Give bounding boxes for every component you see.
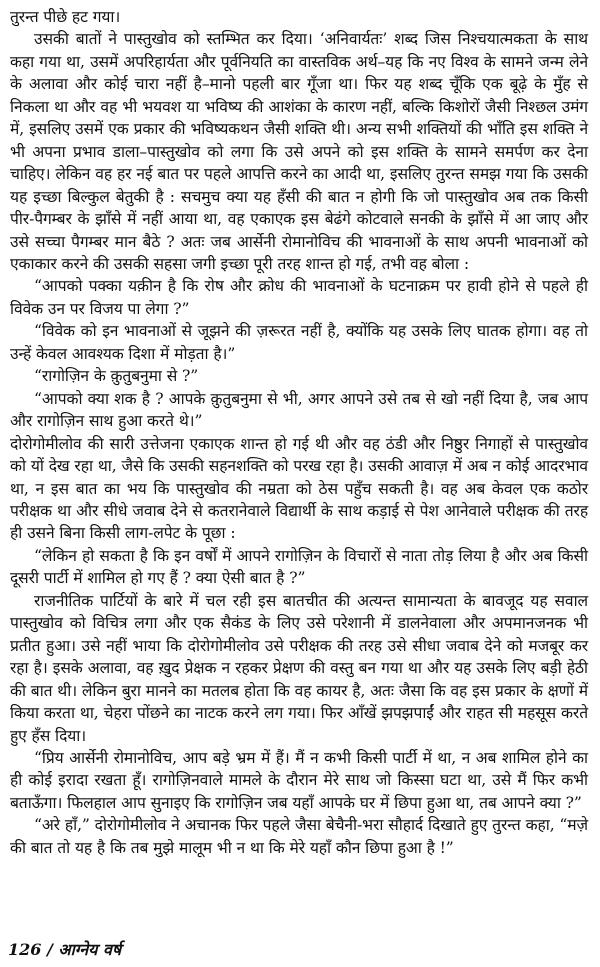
- paragraph: “आपको पक्का यक़ीन है कि रोष और क्रोध की भावनाओं के घटनाक्रम पर हावी होने से पहले ही विवेक उन पर विजय पा लेगा ?”: [10, 277, 588, 318]
- paragraph: उसकी बातों ने पास्तुखोव को स्तम्भित कर दिया। ‘अनिवार्यतः’ शब्द जिस निश्चयात्मकता के साथ कहा गया था, उसमें अपरिहार्यता और पूर्वनियति का वास्तविक अर्थ–यह कि नए विश्व के सामने जन्म लेने के अलावा और कोई चारा नहीं है–मानो पहली बार गूँजा था। फिर यह शब्द चूँकि एक बूढ़े के मुँह से निकला था और वह भी भयवश या भविष्य की आशंका के कारण नहीं, बल्कि किशोरों जैसी निश्छल उमंग में, इसलिए उसमें एक प्रकार की भविष्यकथन जैसी शक्ति थी। अन्य सभी शक्तियों की भाँति इस शक्ति ने भी अपना प्रभाव डाला–पास्तुखोव को लगा कि उसे अपने को इस शक्ति के सामने समर्पण कर देना चाहिए। लेकिन वह हर नई बात पर पहले आपत्ति करने का आदी था, इसलिए तुरन्त समझ गया कि उसकी यह इच्छा बिल्कुल बेतुकी है : सचमुच क्या यह हँसी की बात न होगी कि जो पास्तुखोव अब तक किसी पीर-पैगम्बर के झाँसे में नहीं आया था, वह एकाएक इस बेढंगे कोटवाले सनकी के झाँसे में आ जाए और उसे सच्चा पैगम्बर मान बैठे ? अतः जब आर्सेनी रोमानोविच की भावनाओं के साथ अपनी भावनाओं को एकाकार करने की उसकी सहसा जगी इच्छा पूरी तरह शान्त हो गई, तभी वह बोला :: [10, 30, 588, 273]
- paragraph: “लेकिन हो सकता है कि इन वर्षों में आपने रागोज़िन के विचारों से नाता तोड़ लिया है और अब किसी दूसरी पार्टी में शामिल हो गए हैं ? क्या ऐसी बात है ?”: [10, 546, 588, 588]
- paragraph: राजनीतिक पार्टियों के बारे में चल रही इस बातचीत की अत्यन्त सामान्यता के बावजूद यह सवाल पास्तुखोव को विचित्र लगा और एक सैकंड के लिए उसे परेशानी में डालनेवाला और अपमानजनक भी प्रतीत हुआ। उसे नहीं भाया कि दोरोगोमीलोव उसे परीक्षक की तरह उसे सीधा जवाब देने को मजबूर कर रहा है। इसके अलावा, वह ख़ुद प्रेक्षक न रहकर प्रेक्षण की वस्तु बन गया था और यह उसके लिए बड़ी हेठी की बात थी। लेकिन बुरा मानने का मतलब होता कि वह कायर है, अतः जैसा कि वह इस प्रकार के क्षणों में किया करता था, चेहरा पोंछने का नाटक करने लग गया। फिर आँखें झपझपाईं और राहत सी महसूस करते हुए हँस दिया।: [10, 591, 588, 745]
- paragraph: “विवेक को इन भावनाओं से जूझने की ज़रूरत नहीं है, क्योंकि यह उसके लिए घातक होगा। वह तो उन्हें केवल आवश्यक दिशा में मोड़ता है।”: [10, 322, 588, 363]
- paragraph: “आपको क्या शक है ? आपके क़ुतुबनुमा से भी, अगर आपने उसे तब से खो नहीं दिया है, जब आप और रागोज़िन साथ हुआ करते थे।”: [10, 389, 588, 431]
- paragraph: तुरन्त पीछे हट गया।: [10, 8, 121, 26]
- page-footer: 126 / आग्नेय वर्ष: [8, 940, 122, 959]
- paragraph: “प्रिय आर्सेनी रोमानोविच, आप बड़े भ्रम में हैं। मैं न कभी किसी पार्टी में था, न अब शामिल होने का ही कोई इरादा रखता हूँ। रागोज़िनवाले मामले के दौरान मेरे साथ जो किस्सा घटा था, उसे मैं फिर कभी बताऊँगा। फिलहाल आप सुनाइए कि रागोज़िन जब यहाँ आपके घर में छिपा हुआ था, तब आपने क्या ?”: [10, 748, 588, 812]
- paragraph: “रागोज़िन के क़ुतुबनुमा से ?”: [34, 367, 199, 386]
- paragraph: दोरोगोमीलोव की सारी उत्तेजना एकाएक शान्त हो गई थी और वह ठंडी और निष्ठुर निगाहों से पास्तुखोव को यों देख रहा था, जैसे कि उसकी सहनशक्ति को परख रहा है। उसकी आवाज़ में अब न कोई आदरभाव था, न इस बात का भय कि पास्तुखोव की नम्रता को ठेस पहुँच सकती है। वह अब केवल एक कठोर परीक्षक था और सीधे जवाब देने से कतरानेवाले विद्यार्थी के साथ कड़ाई से पेश आनेवाले परीक्षक की तरह ही उसने बिना किसी लाग-लपेट के पूछा :: [10, 434, 588, 543]
- paragraph: “अरे हाँ,” दोरोगोमीलोव ने अचानक फिर पहले जैसा बेचैनी-भरा सौहार्द दिखाते हुए तुरन्त कहा, “मज़े की बात तो यह है कि तब मुझे मालूम भी न था कि मेरे यहाँ कौन छिपा हुआ है !”: [10, 816, 588, 857]
- page-body-text: [10, 6, 588, 859]
